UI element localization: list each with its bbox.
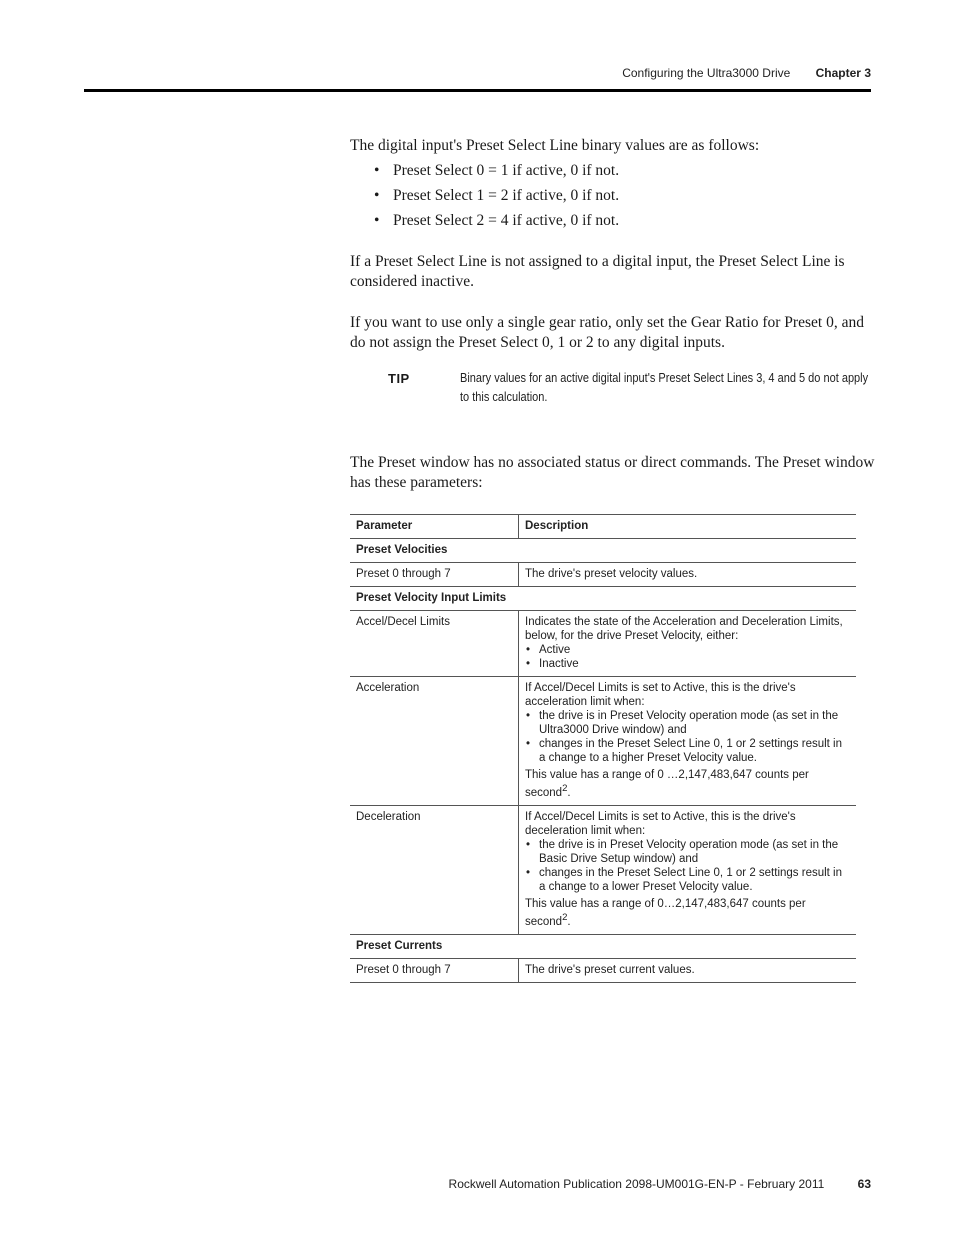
- desc-list: [525, 643, 850, 671]
- param-cell: Preset 0 through 7: [350, 563, 519, 587]
- desc-list: [525, 838, 850, 894]
- desc-cell: The drive's preset current values.: [519, 958, 857, 982]
- range-value: This value has a range of 0 …2,147,483,647 counts per second: [525, 769, 809, 799]
- range-value: This value has a range of 0…2,147,483,647 counts per second: [525, 897, 806, 928]
- superscript: 2: [562, 783, 568, 794]
- desc-text: Indicates the state of the Acceleration and Deceleration Limits, below, for the drive Preset Velocity, either:: [525, 616, 843, 642]
- header-chapter: Chapter 3: [815, 66, 871, 80]
- table-row: [350, 563, 856, 587]
- param-cell: Acceleration: [350, 677, 519, 806]
- range-end: .: [567, 915, 571, 928]
- intro-paragraph: The digital input's Preset Select Line binary values are as follows:: [350, 137, 760, 154]
- list-item: • changes in the Preset Select Line 0, 1 or 2 settings result in a change to a lower Preset Velocity value.: [525, 866, 850, 894]
- param-cell: Preset 0 through 7: [350, 958, 519, 982]
- page-footer: [449, 1177, 871, 1191]
- desc-text: If Accel/Decel Limits is set to Active, this is the drive's deceleration limit when:: [525, 810, 796, 837]
- list-item: • Preset Select 0 = 1 if active, 0 if not.: [374, 161, 619, 186]
- table-row: [350, 611, 856, 677]
- column-header-parameter: Parameter: [350, 515, 519, 539]
- list-item: • Inactive: [525, 657, 850, 671]
- section-preset-currents: Preset Currents: [350, 934, 856, 958]
- desc-list: [525, 709, 850, 765]
- table-header-row: [350, 515, 856, 539]
- table-row: [350, 677, 856, 806]
- parameter-table: [350, 514, 856, 983]
- tip-label: TIP: [388, 371, 410, 386]
- list-item: • Preset Select 2 = 4 if active, 0 if not.: [374, 211, 619, 236]
- range-text: [525, 768, 850, 800]
- table-row: [350, 958, 856, 982]
- param-cell: Deceleration: [350, 805, 519, 934]
- desc-cell: [519, 805, 857, 934]
- list-item: • the drive is in Preset Velocity operation mode (as set in the Basic Drive Setup window) and: [525, 838, 850, 866]
- list-item: • Active: [525, 643, 850, 657]
- column-header-description: Description: [519, 515, 857, 539]
- param-cell: Accel/Decel Limits: [350, 611, 519, 677]
- page-header: [622, 66, 871, 80]
- page-number: 63: [857, 1177, 871, 1191]
- list-item: • Preset Select 1 = 2 if active, 0 if not.: [374, 186, 619, 211]
- tip-text: Binary values for an active digital input's Preset Select Lines 3, 4 and 5 do not apply to this calculation.: [460, 371, 869, 404]
- table-row: [350, 805, 856, 934]
- list-item: • the drive is in Preset Velocity operation mode (as set in the Ultra3000 Drive window) and: [525, 709, 850, 737]
- preset-window-paragraph: The Preset window has no associated status or direct commands. The Preset window has these parameters:: [350, 454, 875, 491]
- table-section-row: [350, 539, 856, 563]
- inactive-paragraph: If a Preset Select Line is not assigned to a digital input, the Preset Select Line is considered inactive.: [350, 253, 845, 290]
- desc-cell: The drive's preset velocity values.: [519, 563, 857, 587]
- range-end: .: [567, 786, 571, 799]
- list-item: • changes in the Preset Select Line 0, 1 or 2 settings result in a change to a higher Preset Velocity value.: [525, 737, 850, 765]
- header-rule: [84, 89, 871, 92]
- preset-bullet-list: [374, 161, 619, 236]
- header-section-title: Configuring the Ultra3000 Drive: [622, 66, 791, 80]
- superscript: 2: [562, 911, 568, 923]
- section-preset-velocities: Preset Velocities: [350, 539, 856, 563]
- desc-cell: [519, 611, 857, 677]
- table-section-row: [350, 934, 856, 958]
- range-text: [525, 897, 850, 929]
- desc-text: If Accel/Decel Limits is set to Active, this is the drive's acceleration limit when:: [525, 682, 796, 708]
- single-ratio-paragraph: If you want to use only a single gear ratio, only set the Gear Ratio for Preset 0, and do not assign the Preset Select 0, 1 or 2 to any digital inputs.: [350, 314, 864, 351]
- publication-info: Rockwell Automation Publication 2098-UM001G-EN-P - February 2011: [448, 1177, 825, 1191]
- section-preset-velocity-input-limits: Preset Velocity Input Limits: [350, 587, 856, 611]
- desc-cell: [519, 677, 857, 806]
- table-section-row: [350, 587, 856, 611]
